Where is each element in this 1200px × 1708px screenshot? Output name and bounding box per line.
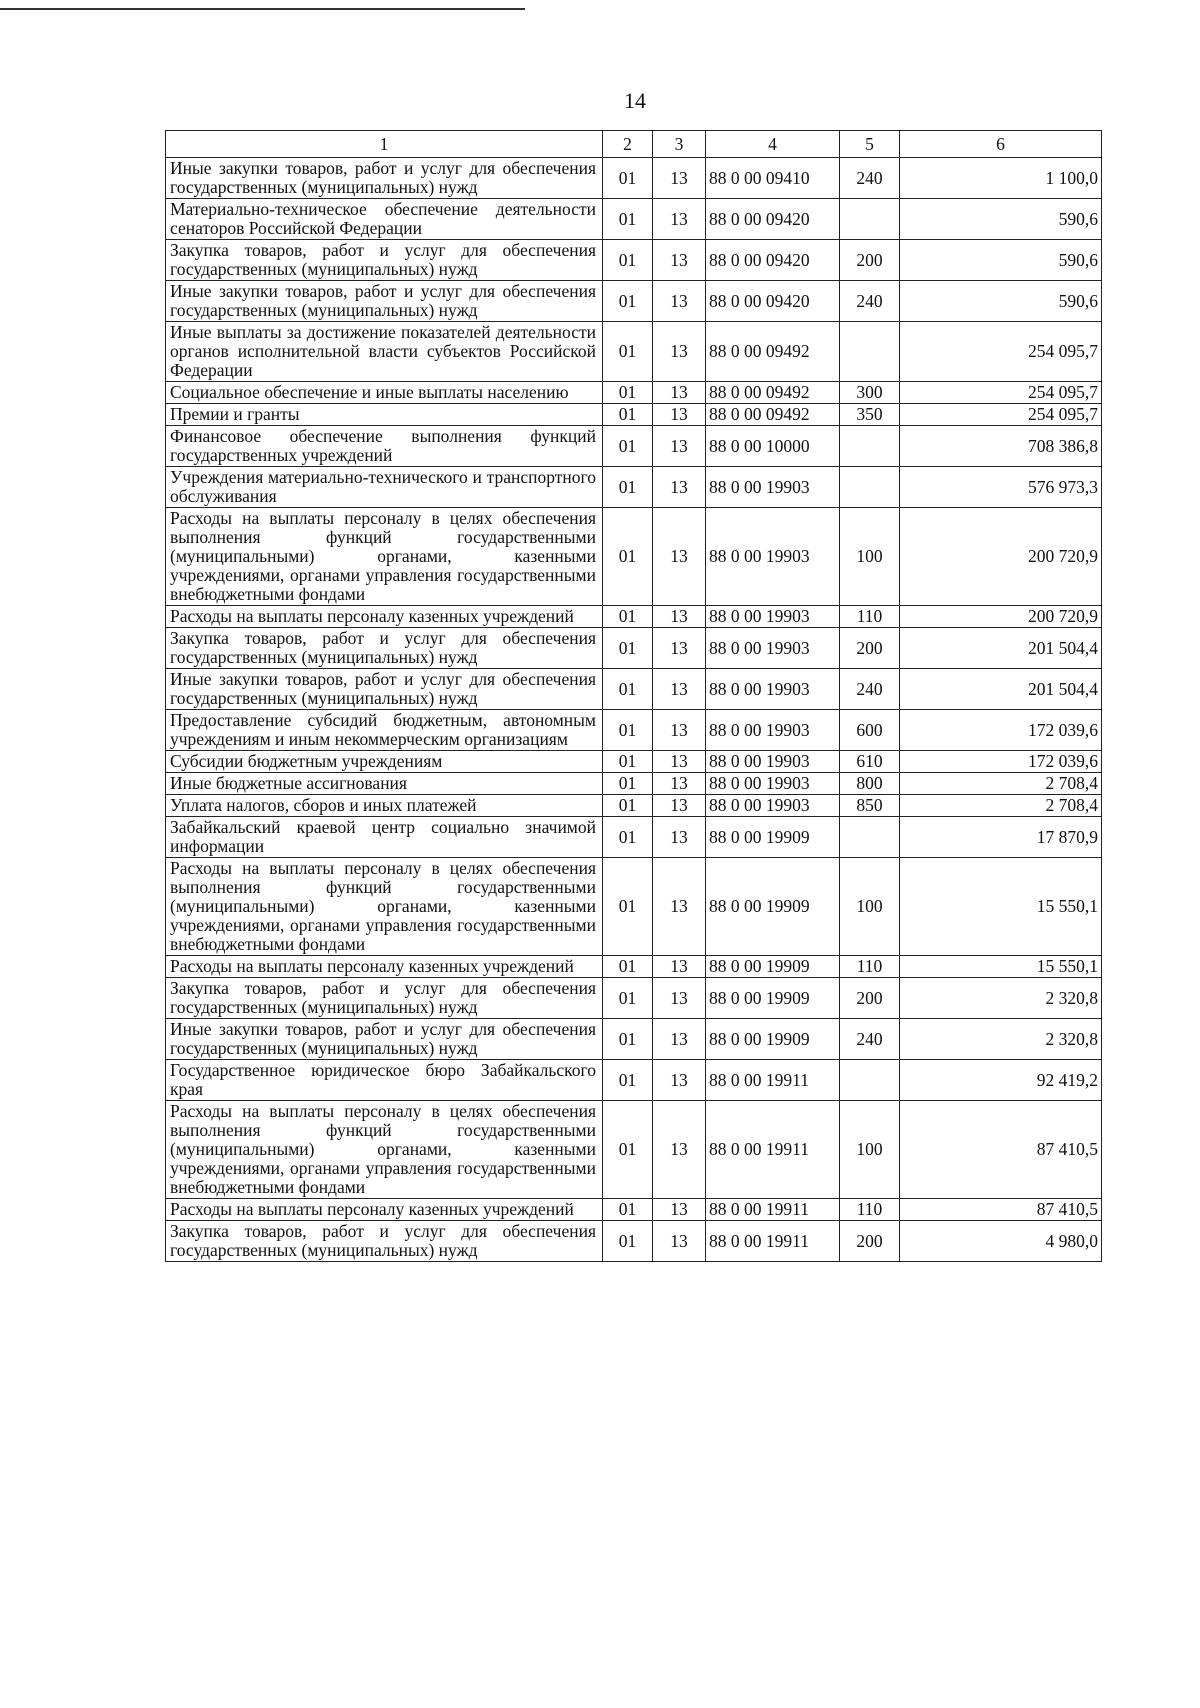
row-description: Закупка товаров, работ и услуг для обеспечения государственных (муниципальных) нужд	[166, 978, 603, 1019]
row-amount: 2 320,8	[900, 1019, 1102, 1060]
row-target-item: 88 0 00 09492	[706, 404, 840, 426]
table-row	[166, 858, 1102, 956]
row-subsection: 13	[653, 1221, 706, 1262]
row-target-item: 88 0 00 19909	[706, 858, 840, 956]
row-expense-type: 800	[840, 773, 900, 795]
row-expense-type: 200	[840, 628, 900, 669]
row-section: 01	[603, 817, 653, 858]
row-expense-type	[840, 1060, 900, 1101]
row-amount: 2 708,4	[900, 795, 1102, 817]
row-amount: 2 320,8	[900, 978, 1102, 1019]
row-subsection: 13	[653, 1101, 706, 1199]
table-row	[166, 1221, 1102, 1262]
row-description: Субсидии бюджетным учреждениям	[166, 751, 603, 773]
row-expense-type: 240	[840, 158, 900, 199]
row-description: Предоставление субсидий бюджетным, автономным учреждениям и иным некоммерческим организациям	[166, 710, 603, 751]
row-section: 01	[603, 1221, 653, 1262]
table-row	[166, 1199, 1102, 1221]
row-description: Иные закупки товаров, работ и услуг для обеспечения государственных (муниципальных) нужд	[166, 669, 603, 710]
column-header: 5	[840, 131, 900, 158]
row-amount: 172 039,6	[900, 751, 1102, 773]
row-target-item: 88 0 00 09410	[706, 158, 840, 199]
top-border-line	[0, 8, 525, 10]
table-row	[166, 1019, 1102, 1060]
row-section: 01	[603, 1199, 653, 1221]
row-target-item: 88 0 00 19911	[706, 1101, 840, 1199]
page-number: 14	[624, 88, 646, 113]
row-expense-type: 200	[840, 1221, 900, 1262]
table-row	[166, 1101, 1102, 1199]
row-subsection: 13	[653, 956, 706, 978]
table-row	[166, 240, 1102, 281]
row-subsection: 13	[653, 858, 706, 956]
row-target-item: 88 0 00 09492	[706, 322, 840, 382]
table-row	[166, 817, 1102, 858]
row-description: Иные выплаты за достижение показателей деятельности органов исполнительной власти субъектов Российской Федерации	[166, 322, 603, 382]
row-description: Государственное юридическое бюро Забайкальского края	[166, 1060, 603, 1101]
row-subsection: 13	[653, 1019, 706, 1060]
row-subsection: 13	[653, 710, 706, 751]
row-description: Расходы на выплаты персоналу казенных учреждений	[166, 956, 603, 978]
row-subsection: 13	[653, 1199, 706, 1221]
table-row	[166, 710, 1102, 751]
row-subsection: 13	[653, 795, 706, 817]
row-section: 01	[603, 978, 653, 1019]
row-description: Иные закупки товаров, работ и услуг для обеспечения государственных (муниципальных) нужд	[166, 281, 603, 322]
row-expense-type: 610	[840, 751, 900, 773]
row-expense-type: 200	[840, 240, 900, 281]
row-amount: 576 973,3	[900, 467, 1102, 508]
budget-table	[165, 130, 1102, 1262]
row-description: Финансовое обеспечение выполнения функций государственных учреждений	[166, 426, 603, 467]
row-section: 01	[603, 382, 653, 404]
row-amount: 201 504,4	[900, 628, 1102, 669]
row-section: 01	[603, 1019, 653, 1060]
table-row	[166, 795, 1102, 817]
row-section: 01	[603, 199, 653, 240]
row-section: 01	[603, 795, 653, 817]
table-row	[166, 199, 1102, 240]
row-expense-type: 110	[840, 956, 900, 978]
row-amount: 15 550,1	[900, 956, 1102, 978]
row-subsection: 13	[653, 240, 706, 281]
row-target-item: 88 0 00 09420	[706, 240, 840, 281]
row-section: 01	[603, 710, 653, 751]
row-description: Расходы на выплаты персоналу в целях обеспечения выполнения функций государственными (муниципальными) органами, казенными учреждениями, органами управления государственными внебюджетными фондами	[166, 858, 603, 956]
row-target-item: 88 0 00 19909	[706, 1019, 840, 1060]
row-section: 01	[603, 158, 653, 199]
row-description: Расходы на выплаты персоналу в целях обеспечения выполнения функций государственными (муниципальными) органами, казенными учреждениями, органами управления государственными внебюджетными фондами	[166, 508, 603, 606]
row-subsection: 13	[653, 404, 706, 426]
table-header-row	[166, 131, 1102, 158]
row-target-item: 88 0 00 09420	[706, 199, 840, 240]
row-subsection: 13	[653, 382, 706, 404]
row-description: Иные закупки товаров, работ и услуг для обеспечения государственных (муниципальных) нужд	[166, 1019, 603, 1060]
row-expense-type: 850	[840, 795, 900, 817]
row-target-item: 88 0 00 19903	[706, 508, 840, 606]
row-section: 01	[603, 751, 653, 773]
row-target-item: 88 0 00 19903	[706, 606, 840, 628]
row-expense-type: 200	[840, 978, 900, 1019]
row-section: 01	[603, 628, 653, 669]
row-target-item: 88 0 00 19909	[706, 978, 840, 1019]
row-section: 01	[603, 669, 653, 710]
table-row	[166, 508, 1102, 606]
row-description: Расходы на выплаты персоналу казенных учреждений	[166, 1199, 603, 1221]
row-amount: 200 720,9	[900, 606, 1102, 628]
row-expense-type	[840, 467, 900, 508]
row-target-item: 88 0 00 19911	[706, 1060, 840, 1101]
row-expense-type: 240	[840, 669, 900, 710]
row-section: 01	[603, 606, 653, 628]
row-amount: 17 870,9	[900, 817, 1102, 858]
row-description: Закупка товаров, работ и услуг для обеспечения государственных (муниципальных) нужд	[166, 628, 603, 669]
row-subsection: 13	[653, 628, 706, 669]
table-row	[166, 606, 1102, 628]
row-description: Социальное обеспечение и иные выплаты населению	[166, 382, 603, 404]
row-description: Материально-техническое обеспечение деятельности сенаторов Российской Федерации	[166, 199, 603, 240]
row-expense-type: 350	[840, 404, 900, 426]
table-row	[166, 978, 1102, 1019]
row-description: Расходы на выплаты персоналу в целях обеспечения выполнения функций государственными (муниципальными) органами, казенными учреждениями, органами управления государственными внебюджетными фондами	[166, 1101, 603, 1199]
row-target-item: 88 0 00 19903	[706, 751, 840, 773]
row-expense-type: 240	[840, 1019, 900, 1060]
row-expense-type: 600	[840, 710, 900, 751]
row-target-item: 88 0 00 19903	[706, 795, 840, 817]
row-subsection: 13	[653, 158, 706, 199]
row-target-item: 88 0 00 19903	[706, 669, 840, 710]
table-row	[166, 467, 1102, 508]
row-target-item: 88 0 00 19903	[706, 628, 840, 669]
table-row	[166, 426, 1102, 467]
row-subsection: 13	[653, 978, 706, 1019]
row-subsection: 13	[653, 199, 706, 240]
row-expense-type: 100	[840, 858, 900, 956]
table-row	[166, 404, 1102, 426]
column-header: 2	[603, 131, 653, 158]
row-subsection: 13	[653, 773, 706, 795]
row-expense-type	[840, 426, 900, 467]
row-amount: 254 095,7	[900, 382, 1102, 404]
table-row	[166, 956, 1102, 978]
row-amount: 4 980,0	[900, 1221, 1102, 1262]
row-subsection: 13	[653, 508, 706, 606]
row-section: 01	[603, 956, 653, 978]
row-amount: 92 419,2	[900, 1060, 1102, 1101]
row-section: 01	[603, 1101, 653, 1199]
row-amount: 87 410,5	[900, 1199, 1102, 1221]
column-header: 1	[166, 131, 603, 158]
row-description: Закупка товаров, работ и услуг для обеспечения государственных (муниципальных) нужд	[166, 1221, 603, 1262]
row-target-item: 88 0 00 09420	[706, 281, 840, 322]
row-subsection: 13	[653, 817, 706, 858]
row-amount: 1 100,0	[900, 158, 1102, 199]
row-amount: 590,6	[900, 199, 1102, 240]
column-header: 4	[706, 131, 840, 158]
table-row	[166, 158, 1102, 199]
row-expense-type: 100	[840, 1101, 900, 1199]
row-amount: 254 095,7	[900, 322, 1102, 382]
row-subsection: 13	[653, 281, 706, 322]
column-header: 3	[653, 131, 706, 158]
row-expense-type: 110	[840, 606, 900, 628]
row-description: Учреждения материально-технического и транспортного обслуживания	[166, 467, 603, 508]
row-subsection: 13	[653, 467, 706, 508]
row-amount: 15 550,1	[900, 858, 1102, 956]
row-amount: 201 504,4	[900, 669, 1102, 710]
row-section: 01	[603, 1060, 653, 1101]
row-amount: 590,6	[900, 240, 1102, 281]
row-section: 01	[603, 404, 653, 426]
row-section: 01	[603, 858, 653, 956]
row-section: 01	[603, 467, 653, 508]
table-row	[166, 669, 1102, 710]
row-subsection: 13	[653, 751, 706, 773]
row-target-item: 88 0 00 19903	[706, 467, 840, 508]
row-expense-type: 300	[840, 382, 900, 404]
row-target-item: 88 0 00 09492	[706, 382, 840, 404]
row-subsection: 13	[653, 426, 706, 467]
table-row	[166, 751, 1102, 773]
row-expense-type: 100	[840, 508, 900, 606]
row-section: 01	[603, 281, 653, 322]
row-section: 01	[603, 508, 653, 606]
column-header: 6	[900, 131, 1102, 158]
row-description: Иные закупки товаров, работ и услуг для обеспечения государственных (муниципальных) нужд	[166, 158, 603, 199]
table-row	[166, 628, 1102, 669]
table-row	[166, 773, 1102, 795]
row-expense-type	[840, 199, 900, 240]
row-description: Иные бюджетные ассигнования	[166, 773, 603, 795]
row-target-item: 88 0 00 19909	[706, 956, 840, 978]
row-amount: 87 410,5	[900, 1101, 1102, 1199]
row-subsection: 13	[653, 1060, 706, 1101]
row-amount: 254 095,7	[900, 404, 1102, 426]
row-expense-type: 240	[840, 281, 900, 322]
row-target-item: 88 0 00 19911	[706, 1199, 840, 1221]
row-target-item: 88 0 00 10000	[706, 426, 840, 467]
row-description: Уплата налогов, сборов и иных платежей	[166, 795, 603, 817]
row-description: Закупка товаров, работ и услуг для обеспечения государственных (муниципальных) нужд	[166, 240, 603, 281]
row-amount: 590,6	[900, 281, 1102, 322]
row-description: Забайкальский краевой центр социально значимой информации	[166, 817, 603, 858]
row-amount: 172 039,6	[900, 710, 1102, 751]
row-amount: 708 386,8	[900, 426, 1102, 467]
row-description: Расходы на выплаты персоналу казенных учреждений	[166, 606, 603, 628]
row-section: 01	[603, 773, 653, 795]
row-expense-type	[840, 817, 900, 858]
row-section: 01	[603, 240, 653, 281]
row-description: Премии и гранты	[166, 404, 603, 426]
row-target-item: 88 0 00 19903	[706, 773, 840, 795]
row-amount: 2 708,4	[900, 773, 1102, 795]
row-section: 01	[603, 426, 653, 467]
table-row	[166, 1060, 1102, 1101]
table-row	[166, 322, 1102, 382]
table-row	[166, 281, 1102, 322]
row-section: 01	[603, 322, 653, 382]
row-target-item: 88 0 00 19911	[706, 1221, 840, 1262]
row-subsection: 13	[653, 669, 706, 710]
row-subsection: 13	[653, 606, 706, 628]
row-amount: 200 720,9	[900, 508, 1102, 606]
row-expense-type	[840, 322, 900, 382]
row-subsection: 13	[653, 322, 706, 382]
table-row	[166, 382, 1102, 404]
row-expense-type: 110	[840, 1199, 900, 1221]
row-target-item: 88 0 00 19909	[706, 817, 840, 858]
row-target-item: 88 0 00 19903	[706, 710, 840, 751]
